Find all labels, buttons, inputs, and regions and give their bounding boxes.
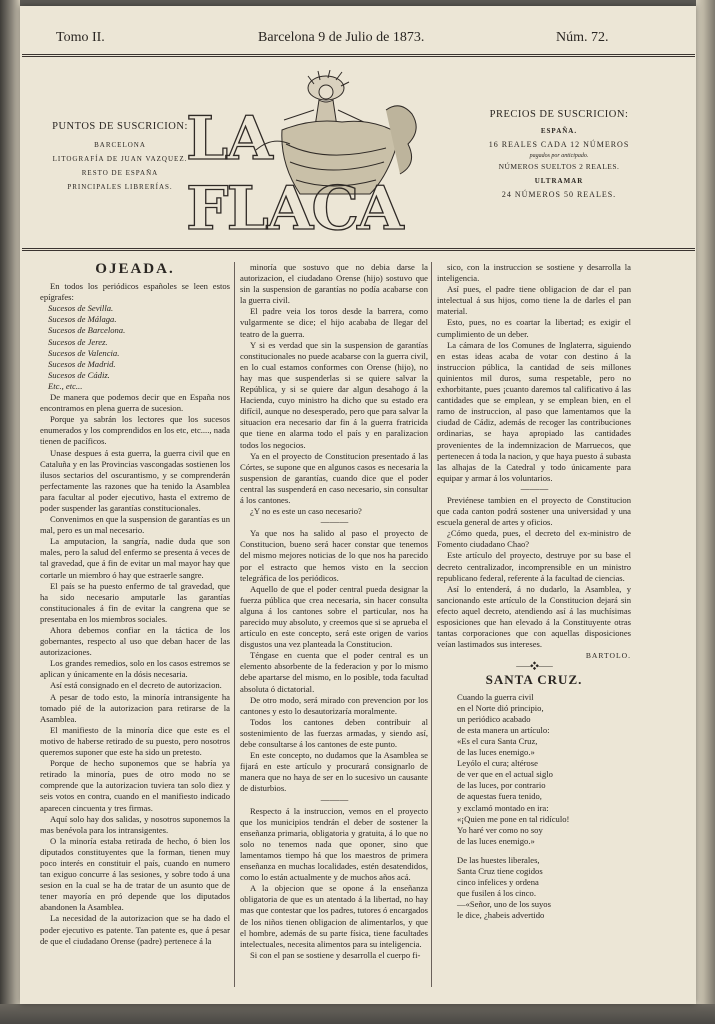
header-bottom-rule xyxy=(22,248,695,251)
section-separator: — — — xyxy=(520,483,548,494)
article-paragraph: La amputacion, la sangría, nadie duda que son males, pero la salud del enfermo se presenta á veces de tal gravedad, que á fin de evitar un mal mayor hay que cortarle un miembro ó hay que estraerle sangre. xyxy=(40,536,230,580)
page-stack-edge xyxy=(696,0,715,1024)
article-paragraph: Porque de hecho suponemos que se habría ya retirado la minoría, pues de otro modo no se comprende que la autorizacion tuviera tan solo diez y seis votos en contra, cuando en el manifiesto indicado aparecen cincuenta y tres firmas. xyxy=(40,758,230,813)
verse-line: de las luces enemigo.» xyxy=(457,747,535,758)
verse-line: de aquestas fuera tenido, xyxy=(457,791,542,802)
prices-line: pagados por anticipado. xyxy=(529,153,589,159)
article-paragraph: A pesar de todo esto, la minoría intransigente ha tomado pié de la autorizacion para retirarse de la Asamblea. xyxy=(40,691,230,724)
article-paragraph: sico, con la instruccion se sostiene y desarrolla la inteligencia. xyxy=(437,262,631,284)
list-item: Sucesos de Jerez. xyxy=(48,336,108,347)
prices-line: 16 REALES CADA 12 NÚMEROS xyxy=(488,140,630,149)
background-bottom xyxy=(0,1004,715,1024)
stanza-gap xyxy=(437,847,631,855)
article-paragraph: ¿Y no es este un caso necesario? xyxy=(250,506,362,517)
suscription-points xyxy=(52,120,188,194)
list-item: Sucesos de Sevilla. xyxy=(48,303,114,314)
section-separator: — — — xyxy=(320,517,348,528)
article-signature: BARTOLO. xyxy=(585,651,631,661)
section-separator: — — — xyxy=(320,794,348,805)
article-paragraph: Así está consignado en el decreto de autorizacion. xyxy=(50,680,222,691)
article-paragraph: Previénese tambien en el proyecto de Constitucion que cada canton podrá sostener una universidad y una escuela general de artes y oficios. xyxy=(437,494,631,528)
column-divider xyxy=(431,262,432,987)
verse-line: —«Señor, uno de los suyos xyxy=(457,899,551,910)
ornament-divider-icon: ⸺❖⸺ xyxy=(515,661,553,672)
article-paragraph: Y si es verdad que sin la suspension de garantías constitucionales no puede acabarse con la guerra civil, en lo cual estamos conformes con Orense (hijo), no hay mas que suspenderlas si se quiere salvar la República, y si se quiere dar algun desahogo á la Hacienda, cuyo ministro ha dicho que su estado era difícil, aunque no desesperado, pero que para salvar la situacion era necesario dar fin á la guerra fratricida que tiene en alarma todo el país y en paralizacion todos los negocios. xyxy=(240,339,428,450)
verse-line: le dice, ¿habeis advertido xyxy=(457,910,545,921)
article-paragraph: minoría que sostuvo que no debia darse la autorizacion, el ciudadano Orense (hijo) sostuvo que sin la suspension de garantías no podía acabarse con la guerra civil. xyxy=(240,262,428,306)
verse-line: De las huestes liberales, xyxy=(457,854,540,865)
verse-line: de las luces enemigo.» xyxy=(457,835,535,846)
column-right xyxy=(437,262,631,987)
verse-line: que fusilen á los cinco. xyxy=(457,888,536,899)
list-item: Sucesos de Madrid. xyxy=(48,358,116,369)
verse-line: en el Norte dió principio, xyxy=(457,702,544,713)
article-paragraph: Convenimos en que la suspension de garantías es un mal, pero es un mal necesario. xyxy=(40,514,230,536)
article-paragraph: ¿Cómo queda, pues, el decreto del ex-ministro de Fomento ciudadano Chao? xyxy=(437,528,631,550)
verse-line: un periódico acabado xyxy=(457,713,531,724)
article-paragraph: Respecto á la instruccion, vemos en el proyecto que los municipios tendrán el deber de sostener la enseñanza primaria, obligatoria y gratuita, á lo que no solo no tenemos nada que oponer, sino que lamentamos tiempo há que los maestros de primera enseñanza en muchas localidades, estén desatendidos, como lo están actualmente y de muchos años acá. xyxy=(240,805,428,883)
poem-title: SANTA CRUZ. xyxy=(485,672,583,688)
article-paragraph: Porque ya sabrán los lectores que los sucesos enumerados y los comprendidos en los etc, etc...., nada tienen de pacíficos. xyxy=(40,414,230,447)
article-paragraph: Téngase en cuenta que el poder central es un elemento absorbente de la federacion y por lo mismo debe apartarse del mismo, en lo posible, toda facultad absoluta ó dictatorial. xyxy=(240,650,428,694)
list-item: Sucesos de Valencia. xyxy=(48,347,120,358)
article-paragraph: El manifiesto de la minoría dice que este es el motivo de haberse retirado de su puesto, pero nosotros queremos suponer que este ha sido un pretesto. xyxy=(40,724,230,758)
verse-line: cinco infelices y ordena xyxy=(457,877,539,888)
verse-line: y exclamó montado en ira: xyxy=(457,802,549,813)
verse-line: «Es el cura Santa Cruz, xyxy=(457,735,538,746)
article-paragraph: Aquí solo hay dos salidas, y nosotros suponemos la mas benévola para los intransigentes. xyxy=(40,813,230,835)
article-paragraph: En todos los periódicos españoles se leen estos epígrafes: xyxy=(40,281,230,303)
prices-line: ESPAÑA. xyxy=(540,127,578,135)
points-title: PUNTOS DE SUSCRICION: xyxy=(52,121,188,132)
article-paragraph: Si con el pan se sostiene y desarrolla el cuerpo fi- xyxy=(250,949,421,960)
prices-line: NÚMEROS SUELTOS 2 REALES. xyxy=(498,162,620,171)
column-middle xyxy=(240,262,428,987)
article-paragraph: Los grandes remedios, solo en los casos estremos se aplican y únicamente en la dósis necesaria. xyxy=(40,658,230,680)
article-paragraph: La cámara de los Comunes de Inglaterra, siguiendo en estas ideas acaba de votar con destino á la instruccion pública, la cantidad de seis millones quinientos mil duros, suma respetable, pero no exhorbitante, pues ¡cuanto daremos tal calificativo á las cantidades que se emplean, y se emplean bien, en el ramo de instruccion, al paso que lamentamos que la ciudad de Cádiz, además de recoger las contribuciones ordinarias, se haya apropiado las cantidades provenientes de la indemnizacion de Marruecos, que pertenecen á toda la nacion, y que haya puesto á subasta las alhajas de la Catedral y todo únicamente para equipar y armar á los voluntarios. xyxy=(437,339,631,483)
article-paragraph: Todos los cantones deben contribuir al sostenimiento de las fuerzas armadas, y siendo así, debe consultarse á los cantones de este punto. xyxy=(240,716,428,750)
article-paragraph: La necesidad de la autorizacion que se ha dado el poder ejecutivo es patente. Tan patente es, que á pesar de que el ciudadano Orense (padre) pertenece á la xyxy=(40,913,230,946)
article-paragraph: De manera que podemos decir que en España nos encontramos en plena guerra de sucesion. xyxy=(40,392,230,414)
prices-line: 24 NÚMEROS 50 REALES. xyxy=(501,190,617,199)
list-item: Sucesos de Málaga. xyxy=(48,314,117,325)
points-line: PRINCIPALES LIBRERÍAS. xyxy=(67,183,173,191)
suscription-prices xyxy=(484,108,634,202)
article-paragraph: O la minoría estaba retirada de hecho, ó bien los diputados constituyentes que la forman, tienen muy poco interés en constituir el país, cuando en numero tan exiguo concurre á las sesiones, y sobre todo á una sesion en la cual se ha de tratar de un asunto que de tener mayoría en pró depende que los diputados abandonen la Asamblea. xyxy=(40,835,230,913)
column-ojeada xyxy=(40,262,230,987)
binding-shadow xyxy=(0,0,20,1024)
article-paragraph: Aquello de que el poder central pueda designar la fuerza pública que crea necesaria, sin hacer consulta alguna á los cantones sobre el particular, nos ha parecido muy absoluto, y creemos que si se aprueba el artículo en este concepto, será este origen de varios disgustos una vez planteada la Constitucion. xyxy=(240,583,428,650)
article-paragraph: El país se ha puesto enfermo de tal gravedad, que ha sido necesario amputarle las garantías constitucionales á fin de evitar la cangrena que se presentaba en los miembros sociales. xyxy=(40,580,230,624)
verse-line: de ver que en el actual siglo xyxy=(457,769,553,780)
article-paragraph: Así lo entenderá, á no dudarlo, la Asamblea, y sancionando este artículo de la Constitucion dejará sin efecto aquel decreto, atendiendo así á las muchísimas esposiciones que han elevado á la Constituyente otras tantas corporaciones que con aquellas disposiciones veían lastimados sus intereses. xyxy=(437,583,631,650)
points-line: LITOGRAFÍA DE JUAN VAZQUEZ. xyxy=(52,155,188,163)
article-title: OJEADA. xyxy=(95,262,175,277)
verse-line: Cuando la guerra civil xyxy=(457,691,534,702)
list-item: Sucesos de Barcelona. xyxy=(48,325,126,336)
verse-line: de las luces, por contrario xyxy=(457,780,546,791)
tomo-label: Tomo II. xyxy=(56,30,105,45)
article-paragraph: Ya que nos ha salido al paso el proyecto de Constitucion, bueno será hacer constar que tenemos del mismo mejores noticias de lo que nos ha parecido por el estracto que hemos visto en la seccion telegráfica de los periódicos. xyxy=(240,528,428,583)
verse-line: Yo haré ver como no soy xyxy=(457,824,543,835)
column-divider xyxy=(234,262,235,987)
masthead-line xyxy=(22,30,695,50)
article-paragraph: Esto, pues, no es coartar la libertad; es exigir el cumplimiento de un deber. xyxy=(437,317,631,339)
prices-title: PRECIOS DE SUSCRICION: xyxy=(489,109,629,120)
article-paragraph: A la objecion que se opone á la enseñanza obligatoria de que es un atentado á la libertad, no hay mas que contestar que los padres, tutores ó encargados de los niños tienen obligacion de alimentarlos, y que el hombre, además de su parte física, tiene facultades intelectuales, necesita alimentos para su inteligencia. xyxy=(240,883,428,949)
masthead-rule xyxy=(22,54,695,57)
list-item: Etc., etc... xyxy=(48,380,83,391)
place-date: Barcelona 9 de Julio de 1873. xyxy=(258,30,425,45)
article-paragraph: De otro modo, será mirado con prevencion por los cantones y esto lo desautorizaría moralmente. xyxy=(240,694,428,716)
logo-title: LA FLACA xyxy=(186,104,402,244)
article-paragraph: Ahora debemos confiar en la táctica de los gobernantes, respecto al uso que deban hacer de las autorizaciones. xyxy=(40,625,230,658)
points-line: RESTO DE ESPAÑA xyxy=(81,169,159,177)
article-paragraph: Unase despues á esta guerra, la guerra civil que en Cataluña y en las Provincias vascongadas sostienen los ilusos sectarios del oscurantismo, y se comprenderán perfectamente las razones que ha tenido la Asamblea para facultar al poder ejecutivo, hasta el extremo de poder suspender las garantías constitucionales. xyxy=(40,447,230,513)
verse-line: Leyólo el cura; altérose xyxy=(457,758,538,769)
list-item: Sucesos de Cádiz. xyxy=(48,369,110,380)
issue-number: Núm. 72. xyxy=(556,30,609,45)
article-paragraph: Así pues, el padre tiene obligacion de dar el pan intelectual á sus hijos, como tiene la de darles el pan material. xyxy=(437,284,631,317)
verse-line: de esta manera un artículo: xyxy=(457,724,550,735)
la-flaca-logo xyxy=(186,70,446,244)
points-line: BARCELONA xyxy=(94,141,146,149)
article-paragraph: El padre veia los toros desde la barrera, como vulgarmente se dice; el hijo acababa de llegar del teatro de la guerra. xyxy=(240,306,428,339)
article-paragraph: Este artículo del proyecto, destruye por su base el decreto centralizador, incomprensible en un ministro republicano federal, referente á la facultad de ciencias. xyxy=(437,550,631,583)
article-paragraph: En este concepto, no dudamos que la Asamblea se fijará en este artículo y procurará consignarlo de manera que no haya de ser en lo sucesivo un causante de disturbios. xyxy=(240,750,428,794)
prices-line: ULTRAMAR xyxy=(534,177,584,185)
article-paragraph: Ya en el proyecto de Constitucion presentado á las Córtes, se supone que en algunos casos es necesaria la suspension de garantías, cuando dice que el poder central las suspenderá en caso necesario, sin consultar á los cantones. xyxy=(240,450,428,505)
verse-line: Santa Cruz tiene cogidos xyxy=(457,865,543,876)
verse-line: «¡Quien me pone en tal ridículo! xyxy=(457,813,570,824)
